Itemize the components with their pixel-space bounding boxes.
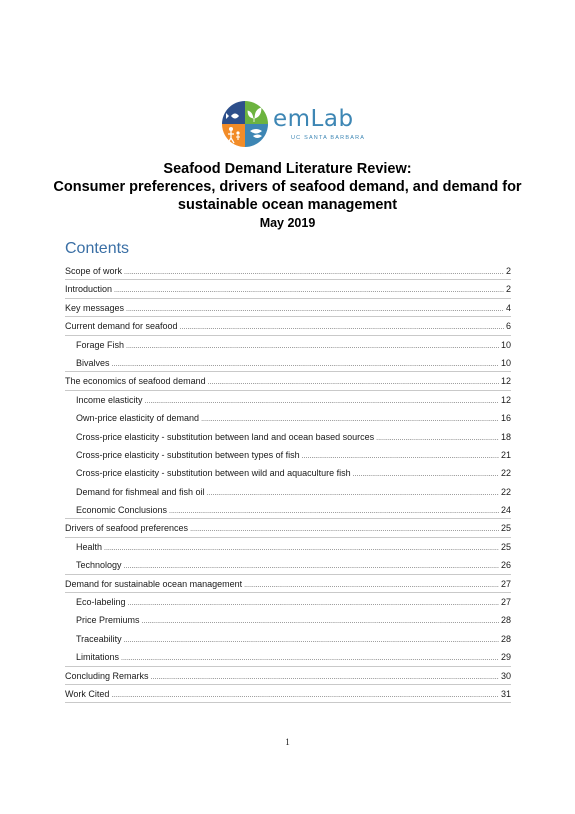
toc-entry-page: 31 <box>500 688 511 699</box>
toc-entry-label: Demand for fishmeal and fish oil <box>76 486 205 497</box>
toc-dot-leader <box>190 521 499 539</box>
toc-entry[interactable] <box>65 630 511 648</box>
toc-entry-label: Cross-price elasticity - substitution between land and ocean based sources <box>76 431 375 442</box>
toc-entry-label: Scope of work <box>65 266 123 276</box>
toc-entry-label: Limitations <box>76 652 120 663</box>
toc-entry[interactable] <box>65 501 511 519</box>
toc-entry[interactable] <box>65 611 511 629</box>
toc-dot-leader <box>126 338 499 356</box>
toc-entry-page: 16 <box>500 413 511 424</box>
emlab-logo-mark <box>221 100 269 148</box>
toc-dot-leader <box>353 466 499 484</box>
toc-dot-leader <box>142 613 499 631</box>
toc-entry-label: Technology <box>76 560 122 571</box>
table-of-contents <box>65 262 511 703</box>
toc-entry[interactable] <box>65 519 511 537</box>
toc-entry[interactable] <box>65 446 511 464</box>
toc-entry-label: Current demand for seafood <box>65 321 178 332</box>
toc-entry-page: 27 <box>500 597 511 608</box>
toc-entry-page: 25 <box>500 523 511 534</box>
toc-entry[interactable] <box>65 354 511 372</box>
toc-dot-leader <box>104 540 499 558</box>
toc-entry[interactable] <box>65 538 511 556</box>
document-date: May 2019 <box>259 216 316 230</box>
toc-dot-leader <box>121 650 499 668</box>
toc-dot-leader <box>151 669 499 687</box>
toc-dot-leader <box>169 503 499 521</box>
toc-entry[interactable] <box>65 280 511 298</box>
toc-entry[interactable] <box>65 317 511 335</box>
toc-dot-leader <box>208 374 499 392</box>
logo-wordmark: emLab <box>273 106 354 132</box>
toc-entry-page: 2 <box>505 266 511 276</box>
toc-dot-leader <box>128 595 499 613</box>
document-title <box>40 160 535 232</box>
toc-entry-label: Health <box>76 541 103 552</box>
toc-entry-page: 22 <box>500 468 511 479</box>
toc-entry-page: 4 <box>505 302 511 313</box>
toc-entry[interactable] <box>65 464 511 482</box>
toc-entry-page: 24 <box>500 505 511 516</box>
toc-dot-leader <box>124 632 499 650</box>
toc-entry-label: Price Premiums <box>76 615 140 626</box>
toc-entry-page: 21 <box>500 449 511 460</box>
toc-entry-label: Cross-price elasticity - substitution between types of fish <box>76 449 300 460</box>
toc-entry-label: Eco-labeling <box>76 597 126 608</box>
toc-entry-page: 12 <box>500 376 511 387</box>
toc-entry[interactable] <box>65 667 511 685</box>
toc-entry-page: 18 <box>500 431 511 442</box>
toc-entry[interactable] <box>65 428 511 446</box>
toc-entry-page: 2 <box>505 284 511 295</box>
toc-entry-label: Concluding Remarks <box>65 670 149 681</box>
toc-dot-leader <box>124 264 504 282</box>
toc-entry-label: Introduction <box>65 284 113 295</box>
toc-entry[interactable] <box>65 409 511 427</box>
title-line-2: Consumer preferences, drivers of seafood demand, and demand for <box>53 179 522 195</box>
toc-dot-leader <box>376 430 499 448</box>
toc-dot-leader <box>180 319 504 337</box>
toc-entry-label: Traceability <box>76 633 122 644</box>
toc-entry-label: Bivalves <box>76 357 110 368</box>
toc-dot-leader <box>111 687 499 705</box>
toc-dot-leader <box>244 577 499 595</box>
emlab-logo <box>221 100 371 150</box>
toc-entry-label: Forage Fish <box>76 339 125 350</box>
toc-entry[interactable] <box>65 556 511 574</box>
toc-dot-leader <box>207 485 499 503</box>
toc-entry-page: 10 <box>500 339 511 350</box>
toc-dot-leader <box>114 282 504 300</box>
toc-entry-page: 10 <box>500 357 511 368</box>
toc-entry-page: 27 <box>500 578 511 589</box>
toc-entry[interactable] <box>65 593 511 611</box>
toc-entry-page: 22 <box>500 486 511 497</box>
toc-entry-label: Own-price elasticity of demand <box>76 413 200 424</box>
contents-heading: Contents <box>65 240 130 257</box>
toc-entry-page: 29 <box>500 652 511 663</box>
toc-entry[interactable] <box>65 483 511 501</box>
toc-entry-page: 28 <box>500 615 511 626</box>
toc-entry[interactable] <box>65 391 511 409</box>
toc-entry[interactable] <box>65 299 511 317</box>
toc-entry-page: 28 <box>500 633 511 644</box>
toc-entry-page: 25 <box>500 541 511 552</box>
toc-entry[interactable] <box>65 648 511 666</box>
toc-entry-label: Economic Conclusions <box>76 505 168 516</box>
toc-entry[interactable] <box>65 336 511 354</box>
toc-entry-page: 26 <box>500 560 511 571</box>
toc-entry-label: Drivers of seafood preferences <box>65 523 189 534</box>
page-number: 1 <box>285 737 290 747</box>
toc-entry-page: 6 <box>505 321 511 332</box>
toc-entry-page: 12 <box>500 394 511 405</box>
toc-dot-leader <box>126 301 504 319</box>
toc-entry[interactable] <box>65 685 511 703</box>
toc-entry-label: Cross-price elasticity - substitution between wild and aquaculture fish <box>76 468 351 479</box>
toc-entry-label: Work Cited <box>65 688 110 699</box>
toc-entry-label: Key messages <box>65 302 125 313</box>
toc-entry[interactable] <box>65 575 511 593</box>
toc-entry-label: The economics of seafood demand <box>65 376 206 387</box>
toc-entry-page: 30 <box>500 670 511 681</box>
title-line-3: sustainable ocean management <box>177 197 398 213</box>
title-line-1: Seafood Demand Literature Review: <box>163 161 412 177</box>
toc-entry[interactable] <box>65 372 511 390</box>
toc-entry[interactable] <box>65 262 511 280</box>
toc-entry-label: Income elasticity <box>76 394 143 405</box>
logo-subtitle: UC SANTA BARBARA <box>291 135 366 141</box>
toc-entry-label: Demand for sustainable ocean management <box>65 578 243 589</box>
